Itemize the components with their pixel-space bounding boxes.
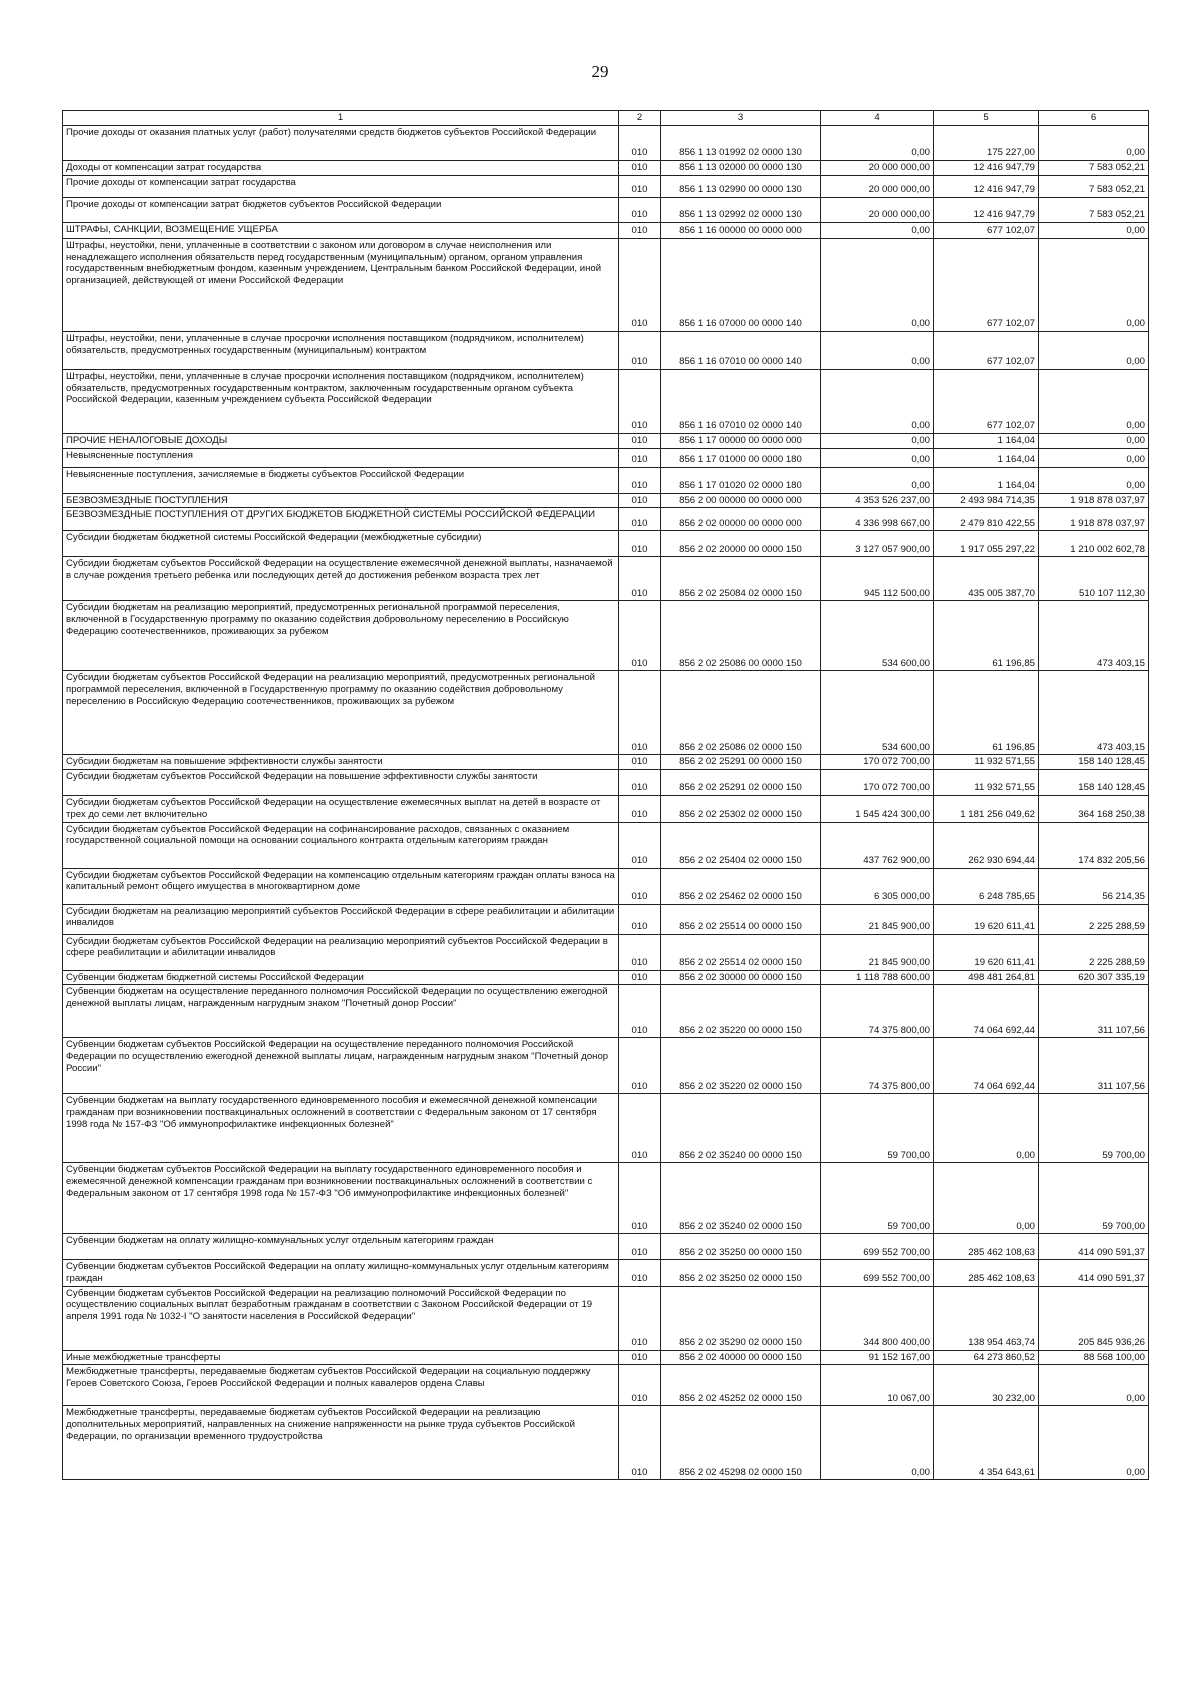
line-code-cell: 010	[619, 448, 661, 467]
approved-amount-cell: 59 700,00	[821, 1163, 934, 1234]
line-code-cell: 010	[619, 467, 661, 493]
table-row	[63, 1365, 1149, 1406]
income-name-cell: БЕЗВОЗМЕЗДНЫЕ ПОСТУПЛЕНИЯ	[63, 493, 619, 508]
header-col-4: 4	[821, 111, 934, 126]
table-row	[63, 1094, 1149, 1163]
table-row	[63, 755, 1149, 770]
executed-amount-cell: 175 227,00	[934, 126, 1039, 161]
unexecuted-amount-cell: 620 307 335,19	[1039, 970, 1149, 985]
approved-amount-cell: 0,00	[821, 1406, 934, 1480]
table-row	[63, 223, 1149, 239]
approved-amount-cell: 0,00	[821, 239, 934, 332]
income-name-cell: Субсидии бюджетам субъектов Российской Федерации на осуществление ежемесячных выплат на детей в возрасте от трех до семи лет включительно	[63, 796, 619, 822]
table-row	[63, 1286, 1149, 1350]
budget-class-code-cell: 856 2 02 35240 02 0000 150	[661, 1163, 821, 1234]
line-code-cell: 010	[619, 601, 661, 671]
line-code-cell: 010	[619, 1365, 661, 1406]
income-name-cell: Субвенции бюджетам субъектов Российской Федерации на выплату государственного единовременного пособия и ежемесячной денежной компенсации гражданам при возникновении поствакцинальных осложнений в соответствии с Федеральным законом от 17 сентября 1998 года № 157-ФЗ "Об иммунопрофилактике инфекционных болезней"	[63, 1163, 619, 1234]
line-code-cell: 010	[619, 1163, 661, 1234]
table-row	[63, 239, 1149, 332]
line-code-cell: 010	[619, 126, 661, 161]
line-code-cell: 010	[619, 1234, 661, 1260]
table-row	[63, 531, 1149, 557]
line-code-cell: 010	[619, 1038, 661, 1094]
approved-amount-cell: 699 552 700,00	[821, 1234, 934, 1260]
budget-class-code-cell: 856 2 02 25404 02 0000 150	[661, 822, 821, 868]
income-name-cell: Невыясненные поступления	[63, 448, 619, 467]
executed-amount-cell: 1 164,04	[934, 467, 1039, 493]
line-code-cell: 010	[619, 822, 661, 868]
unexecuted-amount-cell: 1 210 002 602,78	[1039, 531, 1149, 557]
income-name-cell: Невыясненные поступления, зачисляемые в бюджеты субъектов Российской Федерации	[63, 467, 619, 493]
executed-amount-cell: 11 932 571,55	[934, 755, 1039, 770]
unexecuted-amount-cell: 0,00	[1039, 126, 1149, 161]
income-name-cell: Межбюджетные трансферты, передаваемые бюджетам субъектов Российской Федерации на социальную поддержку Героев Советского Союза, Героев Российской Федерации и полных кавалеров ордена Славы	[63, 1365, 619, 1406]
line-code-cell: 010	[619, 176, 661, 198]
line-code-cell: 010	[619, 434, 661, 449]
approved-amount-cell: 3 127 057 900,00	[821, 531, 934, 557]
income-name-cell: Субвенции бюджетам на оплату жилищно-коммунальных услуг отдельным категориям граждан	[63, 1234, 619, 1260]
budget-class-code-cell: 856 1 13 01992 02 0000 130	[661, 126, 821, 161]
income-name-cell: Субвенции бюджетам на осуществление переданного полномочия Российской Федерации по осуществлению ежегодной денежной выплаты лицам, награжденным нагрудным знаком "Почетный донор России"	[63, 985, 619, 1038]
unexecuted-amount-cell: 1 918 878 037,97	[1039, 493, 1149, 508]
approved-amount-cell: 170 072 700,00	[821, 770, 934, 796]
executed-amount-cell: 677 102,07	[934, 239, 1039, 332]
table-row	[63, 126, 1149, 161]
executed-amount-cell: 285 462 108,63	[934, 1260, 1039, 1286]
line-code-cell: 010	[619, 970, 661, 985]
table-row	[63, 1163, 1149, 1234]
table-row	[63, 671, 1149, 755]
executed-amount-cell: 138 954 463,74	[934, 1286, 1039, 1350]
executed-amount-cell: 262 930 694,44	[934, 822, 1039, 868]
budget-class-code-cell: 856 2 00 00000 00 0000 000	[661, 493, 821, 508]
table-row	[63, 1260, 1149, 1286]
unexecuted-amount-cell: 0,00	[1039, 1406, 1149, 1480]
approved-amount-cell: 6 305 000,00	[821, 868, 934, 904]
executed-amount-cell: 61 196,85	[934, 671, 1039, 755]
executed-amount-cell: 2 479 810 422,55	[934, 508, 1039, 531]
executed-amount-cell: 0,00	[934, 1094, 1039, 1163]
unexecuted-amount-cell: 205 845 936,26	[1039, 1286, 1149, 1350]
line-code-cell: 010	[619, 531, 661, 557]
approved-amount-cell: 0,00	[821, 467, 934, 493]
budget-class-code-cell: 856 2 02 25291 02 0000 150	[661, 770, 821, 796]
executed-amount-cell: 19 620 611,41	[934, 934, 1039, 970]
table-row	[63, 176, 1149, 198]
table-row	[63, 332, 1149, 370]
line-code-cell: 010	[619, 1286, 661, 1350]
table-row	[63, 1350, 1149, 1365]
table-row	[63, 557, 1149, 601]
table-row	[63, 985, 1149, 1038]
line-code-cell: 010	[619, 198, 661, 223]
approved-amount-cell: 20 000 000,00	[821, 198, 934, 223]
line-code-cell: 010	[619, 770, 661, 796]
approved-amount-cell: 74 375 800,00	[821, 985, 934, 1038]
unexecuted-amount-cell: 414 090 591,37	[1039, 1234, 1149, 1260]
line-code-cell: 010	[619, 796, 661, 822]
income-name-cell: Прочие доходы от компенсации затрат государства	[63, 176, 619, 198]
unexecuted-amount-cell: 0,00	[1039, 223, 1149, 239]
income-name-cell: Субсидии бюджетам бюджетной системы Российской Федерации (межбюджетные субсидии)	[63, 531, 619, 557]
approved-amount-cell: 21 845 900,00	[821, 934, 934, 970]
header-col-2: 2	[619, 111, 661, 126]
approved-amount-cell: 1 118 788 600,00	[821, 970, 934, 985]
line-code-cell: 010	[619, 493, 661, 508]
approved-amount-cell: 20 000 000,00	[821, 161, 934, 176]
page-number: 29	[591, 62, 609, 81]
table-body	[63, 126, 1149, 1480]
budget-class-code-cell: 856 2 02 30000 00 0000 150	[661, 970, 821, 985]
unexecuted-amount-cell: 7 583 052,21	[1039, 161, 1149, 176]
table-row	[63, 161, 1149, 176]
budget-class-code-cell: 856 1 13 02000 00 0000 130	[661, 161, 821, 176]
header-col-6: 6	[1039, 111, 1149, 126]
executed-amount-cell: 2 493 984 714,35	[934, 493, 1039, 508]
table-row	[63, 448, 1149, 467]
income-name-cell: Субсидии бюджетам субъектов Российской Федерации на повышение эффективности службы занятости	[63, 770, 619, 796]
unexecuted-amount-cell: 1 918 878 037,97	[1039, 508, 1149, 531]
header-col-5: 5	[934, 111, 1039, 126]
line-code-cell: 010	[619, 868, 661, 904]
executed-amount-cell: 1 164,04	[934, 448, 1039, 467]
table-row	[63, 970, 1149, 985]
unexecuted-amount-cell: 0,00	[1039, 1365, 1149, 1406]
income-name-cell: Субсидии бюджетам на реализацию мероприятий, предусмотренных региональной программой переселения, включенной в Государственную программу по оказанию содействия добровольному переселению в Российскую Федерацию соотечественников, проживающих за рубежом	[63, 601, 619, 671]
unexecuted-amount-cell: 364 168 250,38	[1039, 796, 1149, 822]
line-code-cell: 010	[619, 755, 661, 770]
budget-class-code-cell: 856 2 02 35250 00 0000 150	[661, 1234, 821, 1260]
unexecuted-amount-cell: 311 107,56	[1039, 1038, 1149, 1094]
budget-class-code-cell: 856 2 02 25291 00 0000 150	[661, 755, 821, 770]
budget-class-code-cell: 856 2 02 25514 00 0000 150	[661, 904, 821, 934]
table-row	[63, 868, 1149, 904]
table-row	[63, 508, 1149, 531]
income-name-cell: ПРОЧИЕ НЕНАЛОГОВЫЕ ДОХОДЫ	[63, 434, 619, 449]
table-header	[63, 111, 1149, 126]
income-name-cell: Субсидии бюджетам на повышение эффективности службы занятости	[63, 755, 619, 770]
budget-class-code-cell: 856 2 02 00000 00 0000 000	[661, 508, 821, 531]
unexecuted-amount-cell: 0,00	[1039, 448, 1149, 467]
budget-class-code-cell: 856 1 16 00000 00 0000 000	[661, 223, 821, 239]
line-code-cell: 010	[619, 161, 661, 176]
income-name-cell: Прочие доходы от оказания платных услуг (работ) получателями средств бюджетов субъектов Российской Федерации	[63, 126, 619, 161]
income-name-cell: БЕЗВОЗМЕЗДНЫЕ ПОСТУПЛЕНИЯ ОТ ДРУГИХ БЮДЖЕТОВ БЮДЖЕТНОЙ СИСТЕМЫ РОССИЙСКОЙ ФЕДЕРАЦИИ	[63, 508, 619, 531]
unexecuted-amount-cell: 414 090 591,37	[1039, 1260, 1149, 1286]
income-name-cell: Субвенции бюджетам бюджетной системы Российской Федерации	[63, 970, 619, 985]
table-row	[63, 493, 1149, 508]
unexecuted-amount-cell: 510 107 112,30	[1039, 557, 1149, 601]
income-name-cell: Субвенции бюджетам на выплату государственного единовременного пособия и ежемесячной денежной компенсации гражданам при возникновении поствакцинальных осложнений в соответствии с Федеральным законом от 17 сентября 1998 года № 157-ФЗ "Об иммунопрофилактике инфекционных болезней"	[63, 1094, 619, 1163]
line-code-cell: 010	[619, 904, 661, 934]
income-name-cell: Доходы от компенсации затрат государства	[63, 161, 619, 176]
executed-amount-cell: 435 005 387,70	[934, 557, 1039, 601]
budget-class-code-cell: 856 2 02 25084 02 0000 150	[661, 557, 821, 601]
budget-class-code-cell: 856 1 13 02992 02 0000 130	[661, 198, 821, 223]
budget-class-code-cell: 856 2 02 35220 00 0000 150	[661, 985, 821, 1038]
approved-amount-cell: 0,00	[821, 370, 934, 434]
income-name-cell: Субсидии бюджетам субъектов Российской Федерации на софинансирование расходов, связанных с оказанием государственной социальной помощи на основании социального контракта отдельным категориям граждан	[63, 822, 619, 868]
budget-class-code-cell: 856 2 02 35250 02 0000 150	[661, 1260, 821, 1286]
executed-amount-cell: 74 064 692,44	[934, 985, 1039, 1038]
executed-amount-cell: 12 416 947,79	[934, 176, 1039, 198]
table-row	[63, 934, 1149, 970]
income-name-cell: Субсидии бюджетам субъектов Российской Федерации на реализацию мероприятий, предусмотренных региональной программой переселения, включенной в Государственную программу по оказанию содействия добровольному переселению в Российскую Федерацию соотечественников, проживающих за рубежом	[63, 671, 619, 755]
budget-class-code-cell: 856 1 17 01000 00 0000 180	[661, 448, 821, 467]
line-code-cell: 010	[619, 1406, 661, 1480]
line-code-cell: 010	[619, 223, 661, 239]
unexecuted-amount-cell: 0,00	[1039, 370, 1149, 434]
executed-amount-cell: 0,00	[934, 1163, 1039, 1234]
executed-amount-cell: 11 932 571,55	[934, 770, 1039, 796]
executed-amount-cell: 677 102,07	[934, 370, 1039, 434]
unexecuted-amount-cell: 473 403,15	[1039, 671, 1149, 755]
table-row	[63, 467, 1149, 493]
unexecuted-amount-cell: 7 583 052,21	[1039, 198, 1149, 223]
unexecuted-amount-cell: 59 700,00	[1039, 1163, 1149, 1234]
budget-class-code-cell: 856 2 02 35220 02 0000 150	[661, 1038, 821, 1094]
executed-amount-cell: 30 232,00	[934, 1365, 1039, 1406]
approved-amount-cell: 4 353 526 237,00	[821, 493, 934, 508]
budget-class-code-cell: 856 2 02 25086 02 0000 150	[661, 671, 821, 755]
executed-amount-cell: 64 273 860,52	[934, 1350, 1039, 1365]
executed-amount-cell: 677 102,07	[934, 332, 1039, 370]
executed-amount-cell: 74 064 692,44	[934, 1038, 1039, 1094]
unexecuted-amount-cell: 56 214,35	[1039, 868, 1149, 904]
budget-class-code-cell: 856 2 02 45298 02 0000 150	[661, 1406, 821, 1480]
line-code-cell: 010	[619, 239, 661, 332]
budget-report-table	[62, 110, 1149, 1480]
executed-amount-cell: 1 164,04	[934, 434, 1039, 449]
budget-class-code-cell: 856 1 16 07000 00 0000 140	[661, 239, 821, 332]
table-row	[63, 904, 1149, 934]
line-code-cell: 010	[619, 934, 661, 970]
budget-class-code-cell: 856 2 02 40000 00 0000 150	[661, 1350, 821, 1365]
approved-amount-cell: 437 762 900,00	[821, 822, 934, 868]
unexecuted-amount-cell: 2 225 288,59	[1039, 934, 1149, 970]
unexecuted-amount-cell: 473 403,15	[1039, 601, 1149, 671]
executed-amount-cell: 677 102,07	[934, 223, 1039, 239]
line-code-cell: 010	[619, 985, 661, 1038]
approved-amount-cell: 0,00	[821, 223, 934, 239]
budget-class-code-cell: 856 1 16 07010 02 0000 140	[661, 370, 821, 434]
table-row	[63, 198, 1149, 223]
income-name-cell: Субвенции бюджетам субъектов Российской Федерации на осуществление переданного полномочия Российской Федерации по осуществлению ежегодной денежной выплаты лицам, награжденным нагрудным знаком "Почетный донор России"	[63, 1038, 619, 1094]
unexecuted-amount-cell: 0,00	[1039, 467, 1149, 493]
unexecuted-amount-cell: 311 107,56	[1039, 985, 1149, 1038]
income-name-cell: Межбюджетные трансферты, передаваемые бюджетам субъектов Российской Федерации на реализацию дополнительных мероприятий, направленных на снижение напряженности на рынке труда субъектов Российской Федерации, по организации временного трудоустройства	[63, 1406, 619, 1480]
header-col-1: 1	[63, 111, 619, 126]
budget-class-code-cell: 856 2 02 25514 02 0000 150	[661, 934, 821, 970]
income-name-cell: Прочие доходы от компенсации затрат бюджетов субъектов Российской Федерации	[63, 198, 619, 223]
income-name-cell: Субсидии бюджетам субъектов Российской Федерации на компенсацию отдельным категориям граждан оплаты взноса на капитальный ремонт общего имущества в многоквартирном доме	[63, 868, 619, 904]
table-row	[63, 434, 1149, 449]
line-code-cell: 010	[619, 508, 661, 531]
income-name-cell: Штрафы, неустойки, пени, уплаченные в случае просрочки исполнения поставщиком (подрядчиком, исполнителем) обязательств, предусмотренных государственным контрактом, заключенным государственным органом субъекта Российской Федерации, казенным учреждением субъекта Российской Федерации	[63, 370, 619, 434]
income-name-cell: ШТРАФЫ, САНКЦИИ, ВОЗМЕЩЕНИЕ УЩЕРБА	[63, 223, 619, 239]
budget-class-code-cell: 856 1 13 02990 00 0000 130	[661, 176, 821, 198]
executed-amount-cell: 4 354 643,61	[934, 1406, 1039, 1480]
budget-class-code-cell: 856 2 02 35240 00 0000 150	[661, 1094, 821, 1163]
budget-class-code-cell: 856 2 02 25086 00 0000 150	[661, 601, 821, 671]
budget-class-code-cell: 856 1 16 07010 00 0000 140	[661, 332, 821, 370]
line-code-cell: 010	[619, 1260, 661, 1286]
table-row	[63, 1406, 1149, 1480]
budget-class-code-cell: 856 2 02 35290 02 0000 150	[661, 1286, 821, 1350]
line-code-cell: 010	[619, 1094, 661, 1163]
approved-amount-cell: 945 112 500,00	[821, 557, 934, 601]
unexecuted-amount-cell: 158 140 128,45	[1039, 755, 1149, 770]
budget-class-code-cell: 856 2 02 25462 02 0000 150	[661, 868, 821, 904]
income-name-cell: Субсидии бюджетам субъектов Российской Федерации на реализацию мероприятий субъектов Российской Федерации в сфере реабилитации и абилитации инвалидов	[63, 934, 619, 970]
executed-amount-cell: 19 620 611,41	[934, 904, 1039, 934]
approved-amount-cell: 699 552 700,00	[821, 1260, 934, 1286]
executed-amount-cell: 6 248 785,65	[934, 868, 1039, 904]
executed-amount-cell: 1 181 256 049,62	[934, 796, 1039, 822]
table-row	[63, 770, 1149, 796]
executed-amount-cell: 498 481 264,81	[934, 970, 1039, 985]
unexecuted-amount-cell: 59 700,00	[1039, 1094, 1149, 1163]
approved-amount-cell: 170 072 700,00	[821, 755, 934, 770]
income-name-cell: Штрафы, неустойки, пени, уплаченные в соответствии с законом или договором в случае неисполнения или ненадлежащего исполнения обязательств перед государственным (муниципальным) органом, органом управления государственным внебюджетным фондом, казенным учреждением, Центральным банком Российской Федерации, иной организацией, действующей от имени Российской Федерации	[63, 239, 619, 332]
approved-amount-cell: 21 845 900,00	[821, 904, 934, 934]
approved-amount-cell: 59 700,00	[821, 1094, 934, 1163]
approved-amount-cell: 4 336 998 667,00	[821, 508, 934, 531]
approved-amount-cell: 0,00	[821, 434, 934, 449]
line-code-cell: 010	[619, 332, 661, 370]
approved-amount-cell: 0,00	[821, 448, 934, 467]
line-code-cell: 010	[619, 1350, 661, 1365]
executed-amount-cell: 61 196,85	[934, 601, 1039, 671]
line-code-cell: 010	[619, 370, 661, 434]
budget-class-code-cell: 856 1 17 00000 00 0000 000	[661, 434, 821, 449]
line-code-cell: 010	[619, 557, 661, 601]
executed-amount-cell: 12 416 947,79	[934, 198, 1039, 223]
budget-class-code-cell: 856 2 02 45252 02 0000 150	[661, 1365, 821, 1406]
table-row	[63, 1038, 1149, 1094]
table-row	[63, 370, 1149, 434]
unexecuted-amount-cell: 7 583 052,21	[1039, 176, 1149, 198]
income-name-cell: Субсидии бюджетам субъектов Российской Федерации на осуществление ежемесячной денежной выплаты, назначаемой в случае рождения третьего ребенка или последующих детей до достижения ребенком возраста трех лет	[63, 557, 619, 601]
approved-amount-cell: 534 600,00	[821, 671, 934, 755]
budget-class-code-cell: 856 2 02 20000 00 0000 150	[661, 531, 821, 557]
header-row	[63, 111, 1149, 126]
approved-amount-cell: 0,00	[821, 332, 934, 370]
approved-amount-cell: 91 152 167,00	[821, 1350, 934, 1365]
header-col-3: 3	[661, 111, 821, 126]
approved-amount-cell: 344 800 400,00	[821, 1286, 934, 1350]
executed-amount-cell: 1 917 055 297,22	[934, 531, 1039, 557]
unexecuted-amount-cell: 88 568 100,00	[1039, 1350, 1149, 1365]
budget-class-code-cell: 856 2 02 25302 02 0000 150	[661, 796, 821, 822]
executed-amount-cell: 285 462 108,63	[934, 1234, 1039, 1260]
approved-amount-cell: 10 067,00	[821, 1365, 934, 1406]
income-name-cell: Субсидии бюджетам на реализацию мероприятий субъектов Российской Федерации в сфере реабилитации и абилитации инвалидов	[63, 904, 619, 934]
unexecuted-amount-cell: 0,00	[1039, 239, 1149, 332]
table-row	[63, 1234, 1149, 1260]
unexecuted-amount-cell: 174 832 205,56	[1039, 822, 1149, 868]
table-row	[63, 601, 1149, 671]
approved-amount-cell: 74 375 800,00	[821, 1038, 934, 1094]
approved-amount-cell: 20 000 000,00	[821, 176, 934, 198]
table-row	[63, 822, 1149, 868]
unexecuted-amount-cell: 158 140 128,45	[1039, 770, 1149, 796]
approved-amount-cell: 1 545 424 300,00	[821, 796, 934, 822]
table-row	[63, 796, 1149, 822]
budget-class-code-cell: 856 1 17 01020 02 0000 180	[661, 467, 821, 493]
income-name-cell: Иные межбюджетные трансферты	[63, 1350, 619, 1365]
income-name-cell: Субвенции бюджетам субъектов Российской Федерации на реализацию полномочий Российской Федерации по осуществлению социальных выплат безработным гражданам в соответствии с Законом Российской Федерации от 19 апреля 1991 года № 1032-I "О занятости населения в Российской Федерации"	[63, 1286, 619, 1350]
unexecuted-amount-cell: 0,00	[1039, 332, 1149, 370]
unexecuted-amount-cell: 2 225 288,59	[1039, 904, 1149, 934]
line-code-cell: 010	[619, 671, 661, 755]
income-name-cell: Субвенции бюджетам субъектов Российской Федерации на оплату жилищно-коммунальных услуг отдельным категориям граждан	[63, 1260, 619, 1286]
approved-amount-cell: 0,00	[821, 126, 934, 161]
executed-amount-cell: 12 416 947,79	[934, 161, 1039, 176]
approved-amount-cell: 534 600,00	[821, 601, 934, 671]
unexecuted-amount-cell: 0,00	[1039, 434, 1149, 449]
income-name-cell: Штрафы, неустойки, пени, уплаченные в случае просрочки исполнения поставщиком (подрядчиком, исполнителем) обязательств, предусмотренных государственным (муниципальным) контрактом	[63, 332, 619, 370]
